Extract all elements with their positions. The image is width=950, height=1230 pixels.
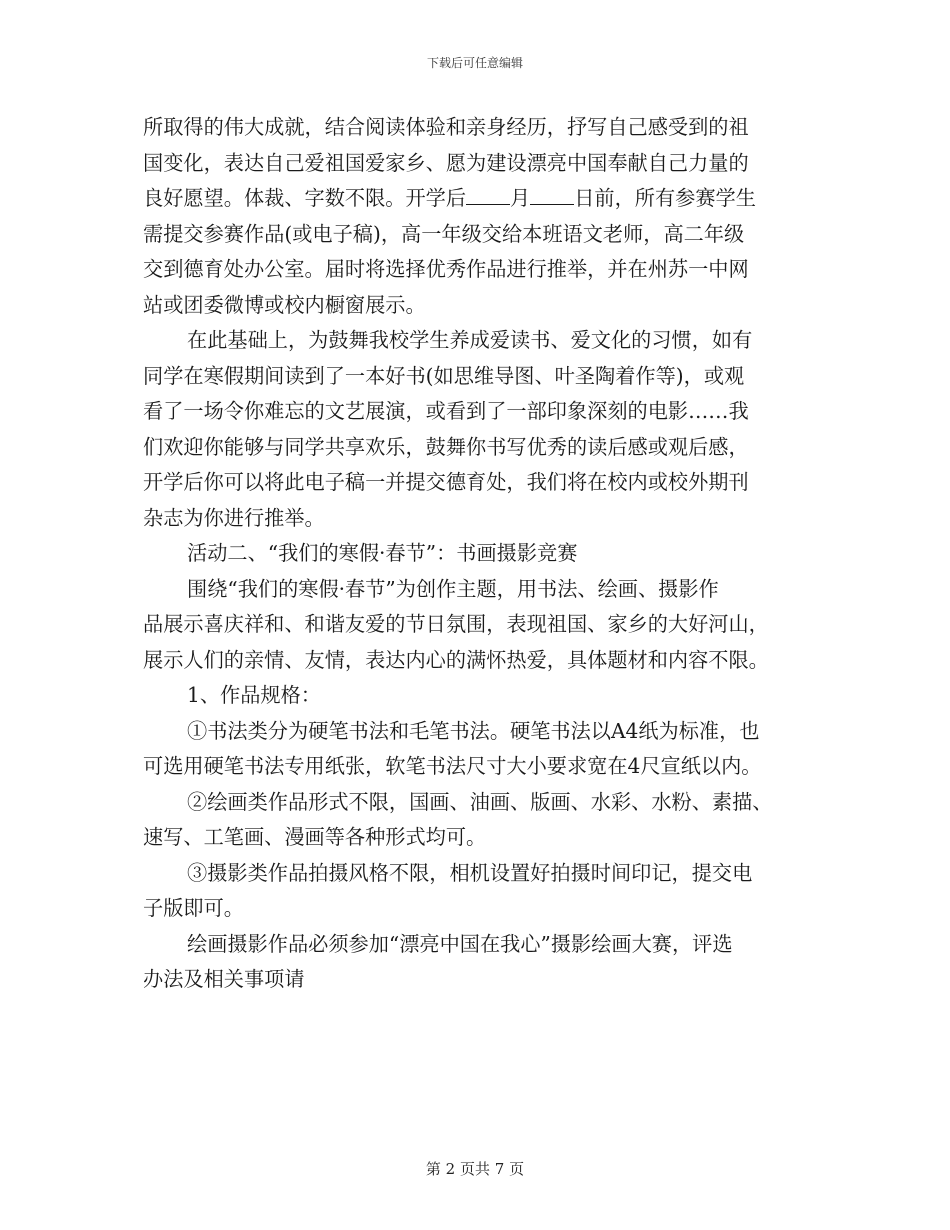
paragraph-start-line: 绘画摄影作品必须参加“漂亮中国在我心”摄影绘画大赛，评选	[187, 931, 733, 956]
paragraph-start-line: 在此基础上，为鼓舞我校学生养成爱读书、爱文化的习惯，如有	[187, 328, 753, 352]
list-item-start-line: ②绘画类作品形式不限，国画、油画、版画、水彩、水粉、素描、	[187, 789, 773, 814]
document-body	[143, 110, 813, 998]
list-item-start-line: ③摄影类作品拍摄风格不限，相机设置好拍摄时间印记，提交电	[187, 860, 753, 885]
text-line: 办法及相关事项请	[143, 967, 305, 991]
text-line: 站或团委微博或校内橱窗展示。	[143, 292, 426, 317]
text-line: 需提交参赛作品(或电子稿)，高一年级交给本班语文老师，高二年级	[143, 221, 745, 246]
line-segment: 日前，所有参赛学生	[574, 186, 756, 210]
line-segment: 月	[510, 186, 531, 210]
text-line: 可选用硬笔书法专用纸张，软笔书法尺寸大小要求宽在4尺宣纸以内。	[143, 754, 762, 778]
line-segment: 良好愿望。体裁、字数不限。开学后	[143, 186, 467, 210]
text-line: 交到德育处办公室。届时将选择优秀作品进行推举，并在州苏一中网	[143, 257, 749, 281]
page-footer: 第 2 页共 7 页	[425, 1160, 525, 1178]
text-line: 杂志为你进行推举。	[143, 505, 325, 530]
fill-in-blank	[466, 186, 510, 205]
fill-in-blank	[530, 186, 574, 205]
text-line: 所取得的伟大成就，结合阅读体验和亲身经历，抒写自己感受到的祖	[143, 115, 749, 139]
text-line-with-blanks	[143, 181, 813, 217]
text-line: 展示人们的亲情、友情，表达内心的满怀热爱，具体题材和内容不限。	[143, 647, 769, 672]
text-line: 看了一场令你难忘的文艺展演，或看到了一部印象深刻的电影……我	[143, 399, 749, 423]
section-heading: 活动二、“我们的寒假·春节”：书画摄影竞赛	[187, 541, 578, 565]
text-line: 们欢迎你能够与同学共享欢乐，鼓舞你书写优秀的读后感或观后感，	[143, 434, 749, 459]
list-item-start-line: ①书法类分为硬笔书法和毛笔书法。硬笔书法以A4纸为标准，也	[187, 718, 760, 743]
text-line: 国变化，表达自己爱祖国爱家乡、愿为建设漂亮中国奉献自己力量的	[143, 150, 749, 175]
text-line: 子版即可。	[143, 896, 244, 920]
subsection-heading: 1、作品规格：	[187, 683, 321, 707]
text-line: 同学在寒假期间读到了一本好书(如思维导图、叶圣陶着作等)，或观	[143, 363, 745, 388]
text-line: 速写、工笔画、漫画等各种形式均可。	[143, 825, 487, 849]
text-line: 开学后你可以将此电子稿一并提交德育处，我们将在校内或校外期刊	[143, 470, 749, 494]
page-header: 下载后可任意编辑	[426, 56, 523, 70]
text-line: 品展示喜庆祥和、和谐友爱的节日氛围，表现祖国、家乡的大好河山，	[143, 612, 769, 636]
paragraph-start-line: 围绕“我们的寒假·春节”为创作主题，用书法、绘画、摄影作	[187, 576, 719, 601]
